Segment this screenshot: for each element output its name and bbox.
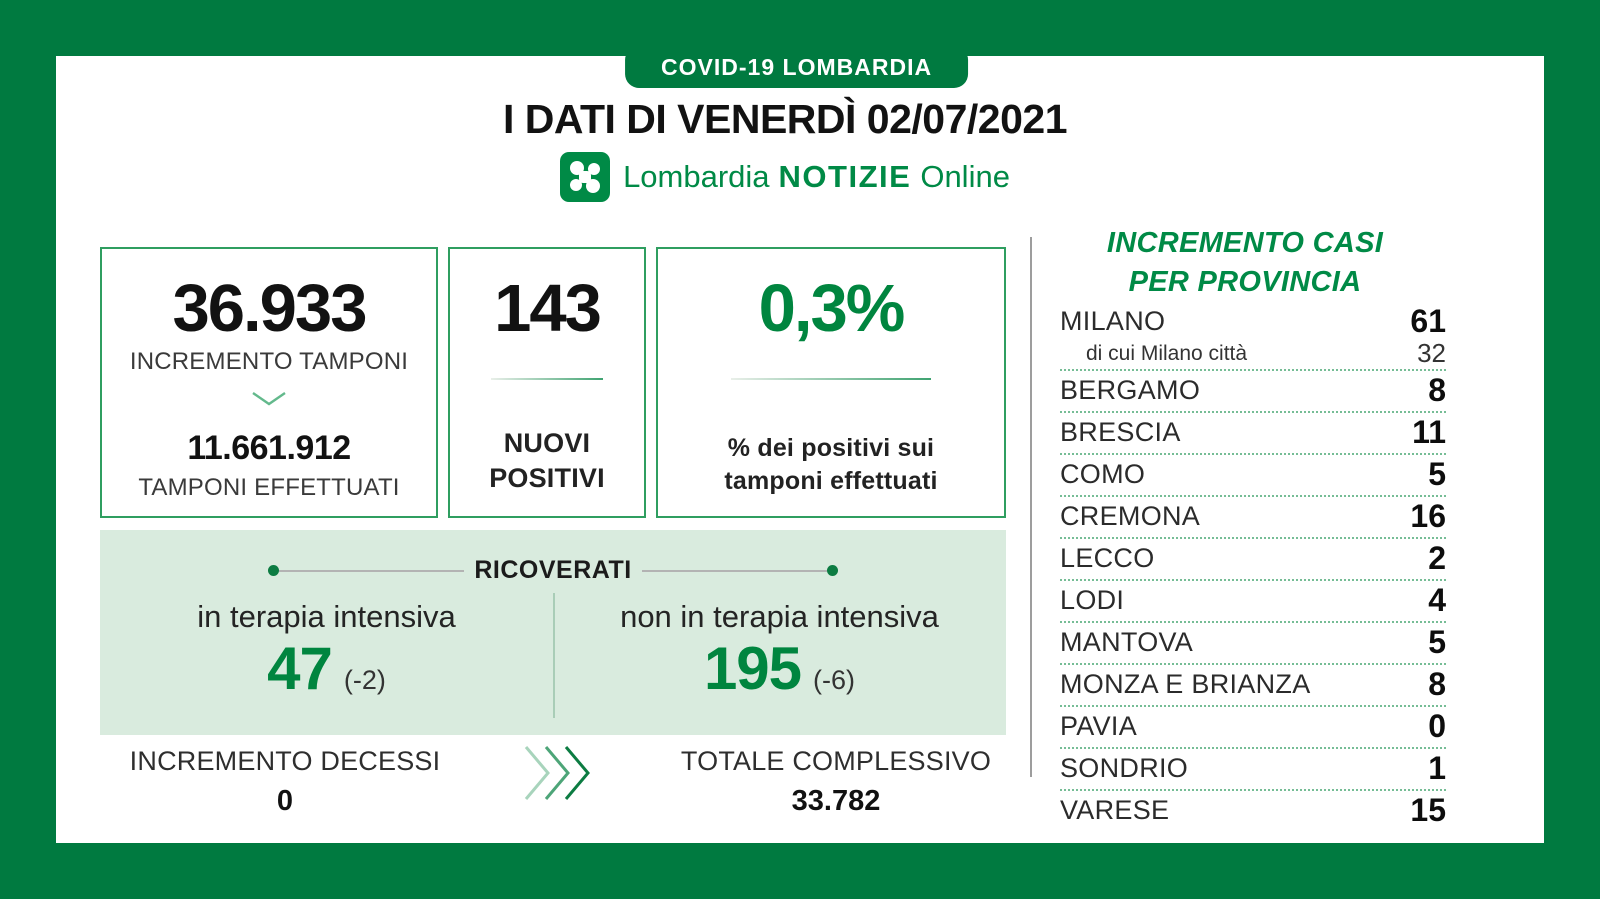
lombardia-notizie-logo bbox=[56, 152, 1514, 202]
province-name: LECCO bbox=[1060, 543, 1155, 573]
province-value: 8 bbox=[1428, 372, 1446, 408]
province-value: 5 bbox=[1428, 456, 1446, 492]
province-name: CREMONA bbox=[1060, 501, 1201, 531]
non-terapia-intensiva-delta: (-6) bbox=[813, 665, 856, 695]
covid-lombardia-badge bbox=[625, 46, 968, 88]
incremento-tamponi-label: INCREMENTO TAMPONI bbox=[129, 348, 409, 375]
province-name: BERGAMO bbox=[1060, 375, 1201, 405]
right-dot-icon bbox=[827, 565, 838, 576]
province-row bbox=[1060, 371, 1446, 413]
triple-chevron-right-icon bbox=[508, 742, 608, 809]
nuovi-positivi-card bbox=[448, 247, 646, 518]
page-title: I DATI DI VENERDÌ 02/07/2021 bbox=[502, 96, 1068, 142]
incremento-decessi-label: INCREMENTO DECESSI bbox=[129, 746, 441, 776]
incremento-decessi-block bbox=[120, 746, 450, 818]
logo-notizie-label: NOTIZIE bbox=[778, 159, 912, 194]
logo-online-label: Online bbox=[920, 159, 1010, 194]
province-name: MANTOVA bbox=[1060, 627, 1194, 657]
province-divider-line bbox=[1030, 237, 1032, 777]
province-value: 11 bbox=[1412, 414, 1446, 450]
province-sub-value: 32 bbox=[1417, 338, 1446, 368]
province-row bbox=[1060, 581, 1446, 623]
totale-complessivo-value: 33.782 bbox=[791, 785, 881, 817]
province-rows bbox=[1060, 302, 1446, 831]
tamponi-card bbox=[100, 247, 438, 518]
province-name: COMO bbox=[1060, 459, 1146, 489]
province-row bbox=[1060, 749, 1446, 791]
ricoverati-header bbox=[100, 556, 1006, 585]
province-value: 61 bbox=[1410, 303, 1446, 339]
province-row bbox=[1060, 413, 1446, 455]
province-row bbox=[1060, 302, 1446, 371]
province-name: LODI bbox=[1060, 585, 1125, 615]
vertical-divider bbox=[553, 593, 555, 718]
province-value: 2 bbox=[1428, 540, 1446, 576]
province-value: 8 bbox=[1428, 666, 1446, 702]
card-divider-line bbox=[491, 378, 604, 380]
logo-region-label: Lombardia bbox=[623, 159, 770, 194]
infographic-canvas bbox=[56, 56, 1544, 843]
chevron-down-icon bbox=[250, 390, 288, 413]
tamponi-effettuati-value: 11.661.912 bbox=[187, 429, 351, 467]
province-name: VARESE bbox=[1060, 795, 1170, 825]
province-row bbox=[1060, 791, 1446, 831]
province-row bbox=[1060, 623, 1446, 665]
left-dot-icon bbox=[268, 565, 279, 576]
positivity-rate-value: 0,3% bbox=[758, 271, 904, 346]
non-terapia-intensiva-block bbox=[553, 599, 1006, 700]
positivity-rate-label: % dei positivi sui tamponi effettuati bbox=[724, 434, 938, 495]
province-name: SONDRIO bbox=[1060, 753, 1189, 783]
province-heading: INCREMENTO CASI PER PROVINCIA bbox=[1106, 227, 1384, 299]
terapia-intensiva-label: in terapia intensiva bbox=[197, 599, 456, 634]
terapia-intensiva-delta: (-2) bbox=[343, 665, 386, 695]
province-sub-name: di cui Milano città bbox=[1086, 341, 1248, 365]
non-terapia-intensiva-value: 195 bbox=[703, 635, 802, 702]
province-row bbox=[1060, 665, 1446, 707]
province-row bbox=[1060, 455, 1446, 497]
province-row bbox=[1060, 539, 1446, 581]
province-name: MONZA E BRIANZA bbox=[1060, 669, 1311, 699]
province-name: MILANO bbox=[1060, 306, 1166, 336]
nuovi-positivi-label: NUOVI POSITIVI bbox=[489, 428, 605, 494]
non-terapia-intensiva-label: non in terapia intensiva bbox=[620, 599, 939, 634]
province-value: 4 bbox=[1428, 582, 1446, 618]
province-value: 5 bbox=[1428, 624, 1446, 660]
province-value: 15 bbox=[1410, 792, 1446, 828]
province-value: 1 bbox=[1428, 750, 1446, 786]
terapia-intensiva-block bbox=[100, 599, 553, 700]
province-subrow bbox=[1060, 340, 1446, 367]
card-divider-line bbox=[731, 378, 932, 380]
ricoverati-title: RICOVERATI bbox=[474, 556, 632, 584]
province-name: BRESCIA bbox=[1060, 417, 1181, 447]
province-row bbox=[1060, 707, 1446, 749]
tamponi-effettuati-label: TAMPONI EFFETTUATI bbox=[138, 474, 400, 501]
badge-label: COVID-19 LOMBARDIA bbox=[661, 54, 933, 80]
rosa-camuna-icon bbox=[560, 152, 610, 202]
ricoverati-panel bbox=[100, 530, 1006, 735]
incremento-decessi-value: 0 bbox=[276, 785, 294, 817]
nuovi-positivi-value: 143 bbox=[494, 271, 600, 346]
positivity-rate-card bbox=[656, 247, 1006, 518]
totale-complessivo-label: TOTALE COMPLESSIVO bbox=[680, 746, 992, 776]
province-name: PAVIA bbox=[1060, 711, 1138, 741]
province-row bbox=[1060, 497, 1446, 539]
incremento-tamponi-value: 36.933 bbox=[172, 271, 366, 346]
province-value: 0 bbox=[1428, 708, 1446, 744]
terapia-intensiva-value: 47 bbox=[267, 635, 332, 702]
totale-complessivo-block bbox=[656, 746, 1016, 818]
province-value: 16 bbox=[1410, 498, 1446, 534]
